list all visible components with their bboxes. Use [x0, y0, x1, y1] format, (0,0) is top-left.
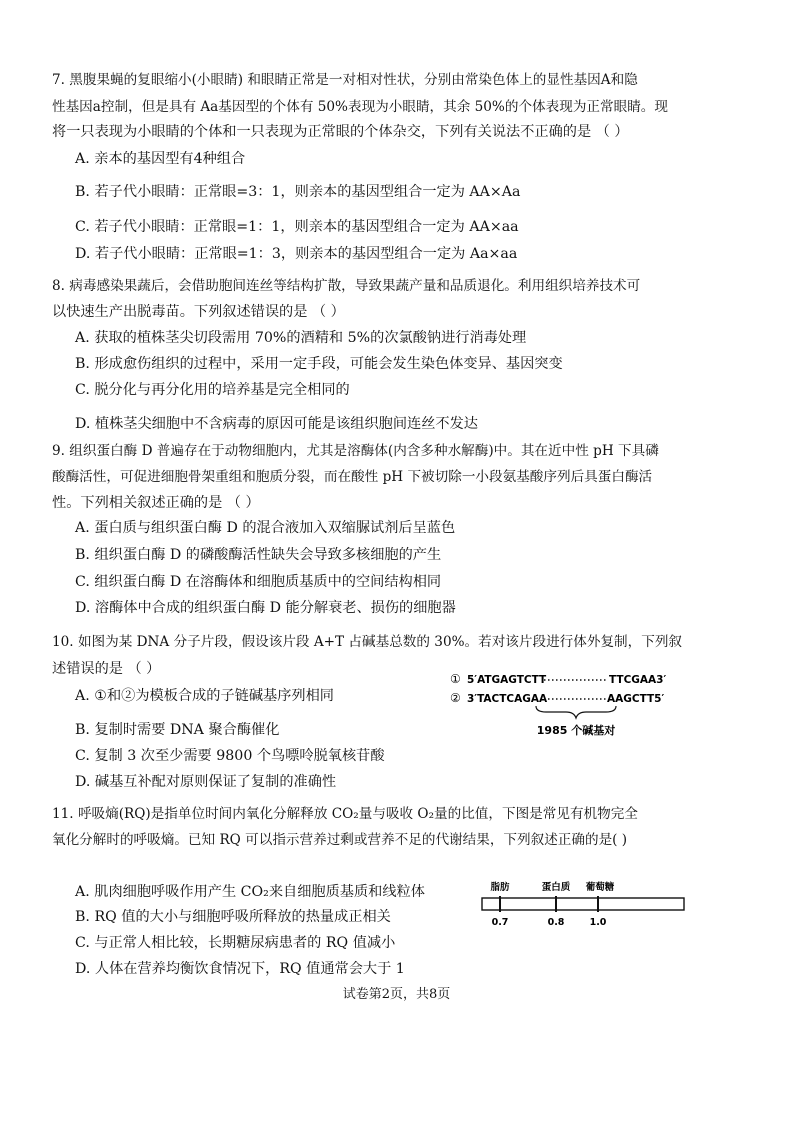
page-footer: 试卷第2页，共8页 — [342, 987, 451, 1002]
tick-label-1-0: 1.0 — [589, 917, 607, 928]
q9-option-d: D. 溶酶体中合成的组织蛋白酶 D 能分解衰老、损伤的细胞器 — [75, 600, 456, 616]
q8-option-c: C. 脱分化与再分化用的培养基是完全相同的 — [75, 382, 350, 398]
q8-option-b: B. 形成愈伤组织的过程中，采用一定手段，可能会发生染色体变异、基因突变 — [75, 356, 563, 372]
q9-option-a: A. 蛋白质与组织蛋白酶 D 的混合液加入双缩脲试剂后呈蓝色 — [75, 520, 456, 536]
q8-option-a: A. 获取的植株茎尖切段需用 70%的酒精和 5%的次氯酸钠进行消毒处理 — [75, 330, 527, 346]
q7-stem-line-1: 7. 黑腹果蝇的复眼缩小(小眼睛) 和眼睛正常是一对相对性状，分别由常染色体上的显性基因A和隐 — [52, 72, 638, 88]
q10-option-b: B. 复制时需要 DNA 聚合酶催化 — [75, 722, 280, 738]
label-protein: 蛋白质 — [541, 882, 571, 893]
base-pair-label: 1985 个碱基对 — [536, 724, 616, 737]
q7-option-b: B. 若子代小眼睛：正常眼=3：1，则亲本的基因型组合一定为 AA×Aa — [75, 184, 521, 200]
rq-scale-bar — [482, 898, 684, 910]
rq-scale-figure — [480, 878, 690, 934]
q9-stem-line-3: 性。下列相关叙述正确的是 （ ） — [52, 495, 260, 511]
strand-1-left-sequence: 5′ATGAGTCTT — [467, 674, 547, 686]
q10-stem-line-2: 述错误的是 （ ） — [52, 661, 161, 677]
strand-1-right-sequence: TTCGAA3′ — [609, 674, 667, 686]
q8-option-d: D. 植株茎尖细胞中不含病毒的原因可能是该组织胞间连丝不发达 — [75, 416, 478, 432]
q10-option-d: D. 碱基互补配对原则保证了复制的准确性 — [75, 774, 337, 790]
strand-2-left-sequence: 3′TACTCAGAA — [467, 693, 548, 705]
q11-stem-line-2: 氧化分解时的呼吸熵。已知 RQ 可以指示营养过剩或营养不足的代谢结果，下列叙述正确的是( ) — [52, 832, 628, 848]
q11-option-d: D. 人体在营养均衡饮食情况下，RQ 值通常会大于 1 — [75, 961, 405, 977]
q8-stem-line-2: 以快速生产出脱毒苗。下列叙述错误的是 （ ） — [52, 304, 345, 320]
q10-option-c: C. 复制 3 次至少需要 9800 个鸟嘌呤脱氧核苷酸 — [75, 748, 385, 764]
q9-option-c: C. 组织蛋白酶 D 在溶酶体和细胞质基质中的空间结构相同 — [75, 574, 442, 590]
q7-stem-line-2: 性基因a控制，但是具有 Aa基因型的个体有 50%表现为小眼睛，其余 50%的个体表现为正常眼睛。现 — [52, 99, 668, 115]
tick-label-0-7: 0.7 — [491, 917, 509, 928]
q11-option-b: B. RQ 值的大小与细胞呼吸所释放的热量成正相关 — [75, 909, 391, 925]
q7-stem-line-3: 将一只表现为小眼睛的个体和一只表现为正常眼的个体杂交，下列有关说法不正确的是 （ ） — [52, 124, 629, 140]
label-fat: 脂肪 — [490, 882, 510, 893]
q10-option-a: A. ①和②为模板合成的子链碱基序列相同 — [75, 688, 334, 704]
q7-option-c: C. 若子代小眼睛：正常眼=1：1，则亲本的基因型组合一定为 AA×aa — [75, 219, 519, 235]
q9-stem-line-1: 9. 组织蛋白酶 D 普遍存在于动物细胞内，尤其是溶酶体(内含多种水解酶)中。其在近中性 pH 下具磷 — [52, 443, 659, 459]
strand-2-right-sequence: AAGCTT5′ — [607, 693, 665, 705]
q9-stem-line-2: 酸酶活性，可促进细胞骨架重组和胞质分裂，而在酸性 pH 下被切除一小段氨基酸序列后具蛋白酶活 — [52, 469, 653, 485]
q11-option-c: C. 与正常人相比较，长期糖尿病患者的 RQ 值减小 — [75, 935, 396, 951]
strand-1-number: ① — [450, 672, 461, 686]
q8-stem-line-1: 8. 病毒感染果蔬后，会借助胞间连丝等结构扩散，导致果蔬产量和品质退化。利用组织培养技术可 — [52, 278, 641, 294]
q7-option-a: A. 亲本的基因型有4种组合 — [75, 151, 246, 167]
dna-fragment-figure — [446, 668, 668, 744]
q7-option-d: D. 若子代小眼睛：正常眼=1：3，则亲本的基因型组合一定为 Aa×aa — [75, 246, 518, 262]
tick-label-0-8: 0.8 — [547, 917, 565, 928]
q11-stem-line-1: 11. 呼吸熵(RQ)是指单位时间内氧化分解释放 CO₂量与吸收 O₂量的比值，下图是常见有机物完全 — [52, 806, 638, 822]
q10-stem-line-1: 10. 如图为某 DNA 分子片段，假设该片段 A+T 占碱基总数的 30%。若对该片段进行体外复制，下列叙 — [52, 634, 683, 650]
strand-2-number: ② — [450, 691, 461, 705]
q9-option-b: B. 组织蛋白酶 D 的磷酸酶活性缺失会导致多核细胞的产生 — [75, 547, 442, 563]
base-pair-brace — [536, 706, 616, 718]
label-glucose: 葡萄糖 — [585, 882, 615, 893]
q11-option-a: A. 肌肉细胞呼吸作用产生 CO₂来自细胞质基质和线粒体 — [75, 884, 425, 900]
